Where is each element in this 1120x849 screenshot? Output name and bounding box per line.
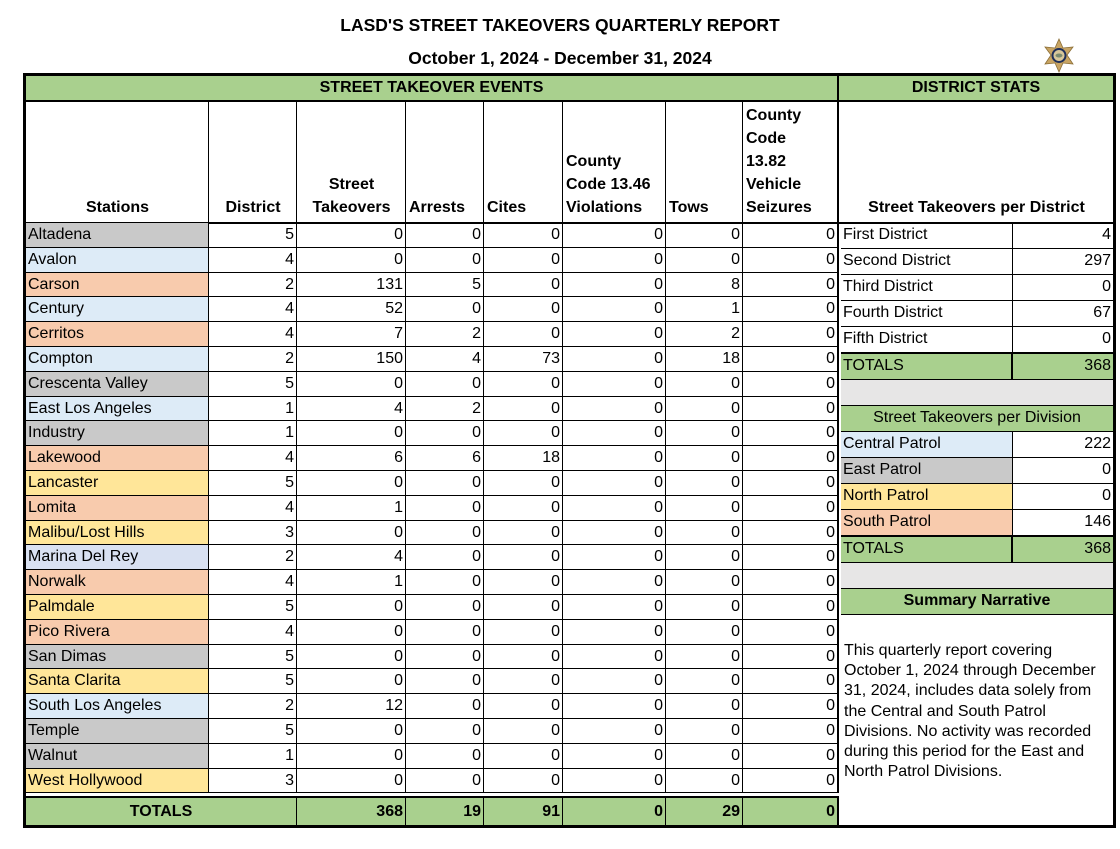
cell-violations: 0 (563, 694, 666, 719)
totals-cites: 91 (484, 796, 563, 825)
division-label: Central Patrol (841, 432, 1013, 457)
cell-cites: 0 (484, 769, 563, 794)
cell-violations: 0 (563, 297, 666, 322)
cell-takeovers: 6 (297, 446, 406, 471)
cell-tows: 0 (666, 744, 743, 769)
district-label: Second District (841, 249, 1013, 274)
cell-takeovers: 0 (297, 620, 406, 645)
division-totals-row (841, 536, 1113, 563)
division-value: 0 (1102, 461, 1111, 478)
cell-takeovers: 4 (297, 545, 406, 570)
cell-seizures: 0 (743, 397, 839, 422)
district-stats-panel (841, 223, 1113, 825)
cell-station: Santa Clarita (26, 669, 209, 694)
cell-tows: 0 (666, 496, 743, 521)
cell-seizures: 0 (743, 570, 839, 595)
cell-seizures: 0 (743, 223, 839, 248)
cell-violations: 0 (563, 322, 666, 347)
col-header-arrests: Arrests (406, 102, 484, 222)
cell-tows: 0 (666, 769, 743, 794)
cell-station: East Los Angeles (26, 397, 209, 422)
cell-seizures: 0 (743, 545, 839, 570)
district-list (841, 223, 1113, 353)
cell-seizures: 0 (743, 446, 839, 471)
cell-violations: 0 (563, 471, 666, 496)
cell-arrests: 0 (406, 595, 484, 620)
district-value: 297 (1084, 252, 1111, 269)
summary-narrative: This quarterly report covering October 1, 2024 through December 31, 2024, includes data solely from the Central and South Patrol Divisions. No activity was recorded during this period for the East and North Patrol Divisions. (844, 642, 1096, 781)
cell-seizures: 0 (743, 248, 839, 273)
cell-cites: 0 (484, 645, 563, 670)
col-header-violations-label: County Code 13.46 Violations (566, 153, 651, 216)
cell-seizures: 0 (743, 273, 839, 298)
cell-cites: 0 (484, 545, 563, 570)
cell-station: Altadena (26, 223, 209, 248)
cell-tows: 0 (666, 421, 743, 446)
cell-tows: 0 (666, 570, 743, 595)
cell-violations: 0 (563, 570, 666, 595)
cell-arrests: 0 (406, 297, 484, 322)
cell-takeovers: 0 (297, 248, 406, 273)
cell-cites: 18 (484, 446, 563, 471)
cell-seizures: 0 (743, 521, 839, 546)
cell-station: San Dimas (26, 645, 209, 670)
cell-station: Lomita (26, 496, 209, 521)
cell-arrests: 0 (406, 545, 484, 570)
col-header-violations (563, 102, 666, 222)
cell-station: Industry (26, 421, 209, 446)
cell-station: Compton (26, 347, 209, 372)
cell-violations: 0 (563, 248, 666, 273)
division-totals-label: TOTALS (841, 537, 1013, 562)
district-row (841, 301, 1113, 327)
cell-violations: 0 (563, 446, 666, 471)
cell-district: 5 (209, 471, 297, 496)
cell-station: Marina Del Rey (26, 545, 209, 570)
col-header-stations: Stations (26, 102, 209, 222)
totals-takeovers: 368 (297, 796, 406, 825)
division-value: 146 (1084, 513, 1111, 530)
cell-station: Avalon (26, 248, 209, 273)
cell-takeovers: 0 (297, 645, 406, 670)
cell-arrests: 0 (406, 421, 484, 446)
cell-tows: 0 (666, 521, 743, 546)
cell-district: 5 (209, 223, 297, 248)
cell-arrests: 0 (406, 570, 484, 595)
events-section-header: STREET TAKEOVER EVENTS (26, 76, 839, 102)
district-value: 67 (1093, 304, 1111, 321)
cell-tows: 0 (666, 694, 743, 719)
cell-station: Lancaster (26, 471, 209, 496)
cell-cites: 0 (484, 595, 563, 620)
cell-takeovers: 0 (297, 471, 406, 496)
cell-violations: 0 (563, 521, 666, 546)
cell-seizures: 0 (743, 372, 839, 397)
cell-violations: 0 (563, 372, 666, 397)
cell-district: 2 (209, 694, 297, 719)
district-value: 0 (1102, 278, 1111, 295)
cell-district: 1 (209, 421, 297, 446)
cell-violations: 0 (563, 595, 666, 620)
cell-cites: 0 (484, 521, 563, 546)
cell-district: 2 (209, 347, 297, 372)
cell-station: Carson (26, 273, 209, 298)
cell-station: Lakewood (26, 446, 209, 471)
cell-violations: 0 (563, 645, 666, 670)
cell-district: 1 (209, 397, 297, 422)
cell-takeovers: 0 (297, 595, 406, 620)
cell-tows: 0 (666, 248, 743, 273)
cell-cites: 0 (484, 273, 563, 298)
totals-violations: 0 (563, 796, 666, 825)
cell-district: 5 (209, 595, 297, 620)
cell-district: 3 (209, 769, 297, 794)
narrative-header: Summary Narrative (841, 589, 1113, 615)
cell-district: 5 (209, 645, 297, 670)
cell-takeovers: 52 (297, 297, 406, 322)
cell-arrests: 0 (406, 744, 484, 769)
cell-arrests: 0 (406, 620, 484, 645)
cell-takeovers: 0 (297, 521, 406, 546)
cell-violations: 0 (563, 769, 666, 794)
cell-tows: 18 (666, 347, 743, 372)
cell-cites: 0 (484, 620, 563, 645)
division-value: 222 (1084, 435, 1111, 452)
division-totals-value: 368 (1084, 540, 1111, 557)
district-value: 0 (1102, 330, 1111, 347)
cell-arrests: 0 (406, 372, 484, 397)
cell-tows: 2 (666, 322, 743, 347)
cell-station: South Los Angeles (26, 694, 209, 719)
district-row (841, 249, 1113, 275)
totals-tows: 29 (666, 796, 743, 825)
district-label: Fifth District (841, 327, 1013, 352)
cell-district: 2 (209, 273, 297, 298)
cell-arrests: 4 (406, 347, 484, 372)
cell-tows: 0 (666, 223, 743, 248)
cell-station: Norwalk (26, 570, 209, 595)
cell-violations: 0 (563, 620, 666, 645)
cell-station: Crescenta Valley (26, 372, 209, 397)
cell-cites: 0 (484, 372, 563, 397)
cell-arrests: 0 (406, 521, 484, 546)
spacer-row (841, 380, 1113, 406)
col-header-seizures (743, 102, 839, 222)
cell-violations: 0 (563, 223, 666, 248)
cell-arrests: 0 (406, 223, 484, 248)
cell-tows: 0 (666, 446, 743, 471)
cell-violations: 0 (563, 719, 666, 744)
cell-district: 4 (209, 570, 297, 595)
district-totals-row (841, 353, 1113, 380)
cell-violations: 0 (563, 421, 666, 446)
cell-district: 5 (209, 669, 297, 694)
cell-district: 5 (209, 372, 297, 397)
per-division-header: Street Takeovers per Division (841, 406, 1113, 432)
cell-seizures: 0 (743, 719, 839, 744)
district-label: Fourth District (841, 301, 1013, 326)
district-stats-header: DISTRICT STATS (839, 76, 1113, 102)
cell-cites: 0 (484, 694, 563, 719)
district-totals-label: TOTALS (841, 354, 1013, 379)
cell-takeovers: 4 (297, 397, 406, 422)
cell-seizures: 0 (743, 496, 839, 521)
col-header-tows: Tows (666, 102, 743, 222)
cell-seizures: 0 (743, 694, 839, 719)
cell-cites: 0 (484, 471, 563, 496)
cell-arrests: 2 (406, 322, 484, 347)
district-totals-value: 368 (1084, 357, 1111, 374)
cell-tows: 0 (666, 595, 743, 620)
cell-seizures: 0 (743, 297, 839, 322)
cell-violations: 0 (563, 669, 666, 694)
cell-cites: 0 (484, 297, 563, 322)
cell-takeovers: 1 (297, 496, 406, 521)
cell-takeovers: 0 (297, 769, 406, 794)
cell-arrests: 0 (406, 719, 484, 744)
cell-station: Century (26, 297, 209, 322)
cell-cites: 0 (484, 744, 563, 769)
cell-takeovers: 0 (297, 223, 406, 248)
per-district-header: Street Takeovers per District (868, 199, 1085, 216)
cell-violations: 0 (563, 545, 666, 570)
division-list (841, 432, 1113, 536)
cell-takeovers: 12 (297, 694, 406, 719)
cell-cites: 73 (484, 347, 563, 372)
totals-label: TOTALS (26, 796, 297, 825)
cell-takeovers: 7 (297, 322, 406, 347)
cell-station: West Hollywood (26, 769, 209, 794)
cell-station: Malibu/Lost Hills (26, 521, 209, 546)
cell-violations: 0 (563, 273, 666, 298)
division-row (841, 432, 1113, 458)
cell-station: Temple (26, 719, 209, 744)
cell-violations: 0 (563, 496, 666, 521)
cell-arrests: 0 (406, 645, 484, 670)
cell-cites: 0 (484, 570, 563, 595)
cell-cites: 0 (484, 223, 563, 248)
cell-seizures: 0 (743, 471, 839, 496)
division-label: North Patrol (841, 484, 1013, 509)
cell-tows: 0 (666, 620, 743, 645)
cell-tows: 0 (666, 372, 743, 397)
division-row (841, 484, 1113, 510)
cell-tows: 0 (666, 397, 743, 422)
cell-cites: 0 (484, 719, 563, 744)
report-date-range: October 1, 2024 - December 31, 2024 (408, 48, 712, 68)
cell-tows: 0 (666, 669, 743, 694)
cell-cites: 0 (484, 397, 563, 422)
cell-cites: 0 (484, 322, 563, 347)
cell-takeovers: 0 (297, 669, 406, 694)
cell-violations: 0 (563, 744, 666, 769)
cell-takeovers: 0 (297, 719, 406, 744)
cell-station: Palmdale (26, 595, 209, 620)
cell-arrests: 0 (406, 669, 484, 694)
cell-arrests: 0 (406, 769, 484, 794)
cell-takeovers: 150 (297, 347, 406, 372)
division-label: East Patrol (841, 458, 1013, 483)
cell-station: Walnut (26, 744, 209, 769)
cell-tows: 0 (666, 545, 743, 570)
cell-cites: 0 (484, 496, 563, 521)
cell-district: 5 (209, 719, 297, 744)
spacer-row (841, 563, 1113, 589)
cell-station: Cerritos (26, 322, 209, 347)
cell-violations: 0 (563, 397, 666, 422)
cell-tows: 1 (666, 297, 743, 322)
cell-tows: 0 (666, 645, 743, 670)
cell-seizures: 0 (743, 769, 839, 794)
district-row (841, 275, 1113, 301)
division-label: South Patrol (841, 510, 1013, 535)
division-row (841, 458, 1113, 484)
cell-tows: 0 (666, 719, 743, 744)
cell-arrests: 0 (406, 496, 484, 521)
cell-district: 4 (209, 446, 297, 471)
report-title: LASD'S STREET TAKEOVERS QUARTERLY REPORT (340, 15, 780, 35)
cell-takeovers: 0 (297, 744, 406, 769)
cell-seizures: 0 (743, 322, 839, 347)
cell-district: 4 (209, 620, 297, 645)
district-value: 4 (1102, 226, 1111, 243)
cell-district: 1 (209, 744, 297, 769)
cell-seizures: 0 (743, 744, 839, 769)
cell-takeovers: 131 (297, 273, 406, 298)
cell-seizures: 0 (743, 421, 839, 446)
cell-district: 4 (209, 248, 297, 273)
cell-seizures: 0 (743, 620, 839, 645)
cell-station: Pico Rivera (26, 620, 209, 645)
division-row (841, 510, 1113, 536)
sheriff-badge-icon (1042, 38, 1076, 74)
totals-seizures: 0 (743, 796, 839, 825)
col-header-street-takeovers (297, 102, 406, 222)
cell-seizures: 0 (743, 347, 839, 372)
division-value: 0 (1102, 487, 1111, 504)
cell-arrests: 0 (406, 248, 484, 273)
cell-arrests: 2 (406, 397, 484, 422)
district-row (841, 327, 1113, 353)
cell-district: 2 (209, 545, 297, 570)
col-header-street-takeovers-label: Street Takeovers (312, 176, 391, 216)
cell-arrests: 5 (406, 273, 484, 298)
cell-takeovers: 0 (297, 372, 406, 397)
cell-tows: 0 (666, 471, 743, 496)
cell-takeovers: 0 (297, 421, 406, 446)
cell-district: 4 (209, 297, 297, 322)
col-header-cites: Cites (484, 102, 563, 222)
col-header-seizures-label: County Code 13.82 Vehicle Seizures (746, 107, 812, 216)
cell-arrests: 0 (406, 471, 484, 496)
cell-seizures: 0 (743, 595, 839, 620)
cell-cites: 0 (484, 421, 563, 446)
cell-seizures: 0 (743, 645, 839, 670)
cell-cites: 0 (484, 669, 563, 694)
district-label: Third District (841, 275, 1013, 300)
col-header-district: District (209, 102, 297, 222)
report-table (23, 73, 1116, 828)
cell-district: 4 (209, 322, 297, 347)
district-row (841, 223, 1113, 249)
totals-arrests: 19 (406, 796, 484, 825)
cell-takeovers: 1 (297, 570, 406, 595)
cell-district: 3 (209, 521, 297, 546)
cell-cites: 0 (484, 248, 563, 273)
cell-seizures: 0 (743, 669, 839, 694)
cell-district: 4 (209, 496, 297, 521)
cell-tows: 8 (666, 273, 743, 298)
cell-violations: 0 (563, 347, 666, 372)
cell-arrests: 6 (406, 446, 484, 471)
district-label: First District (841, 223, 1013, 248)
cell-arrests: 0 (406, 694, 484, 719)
